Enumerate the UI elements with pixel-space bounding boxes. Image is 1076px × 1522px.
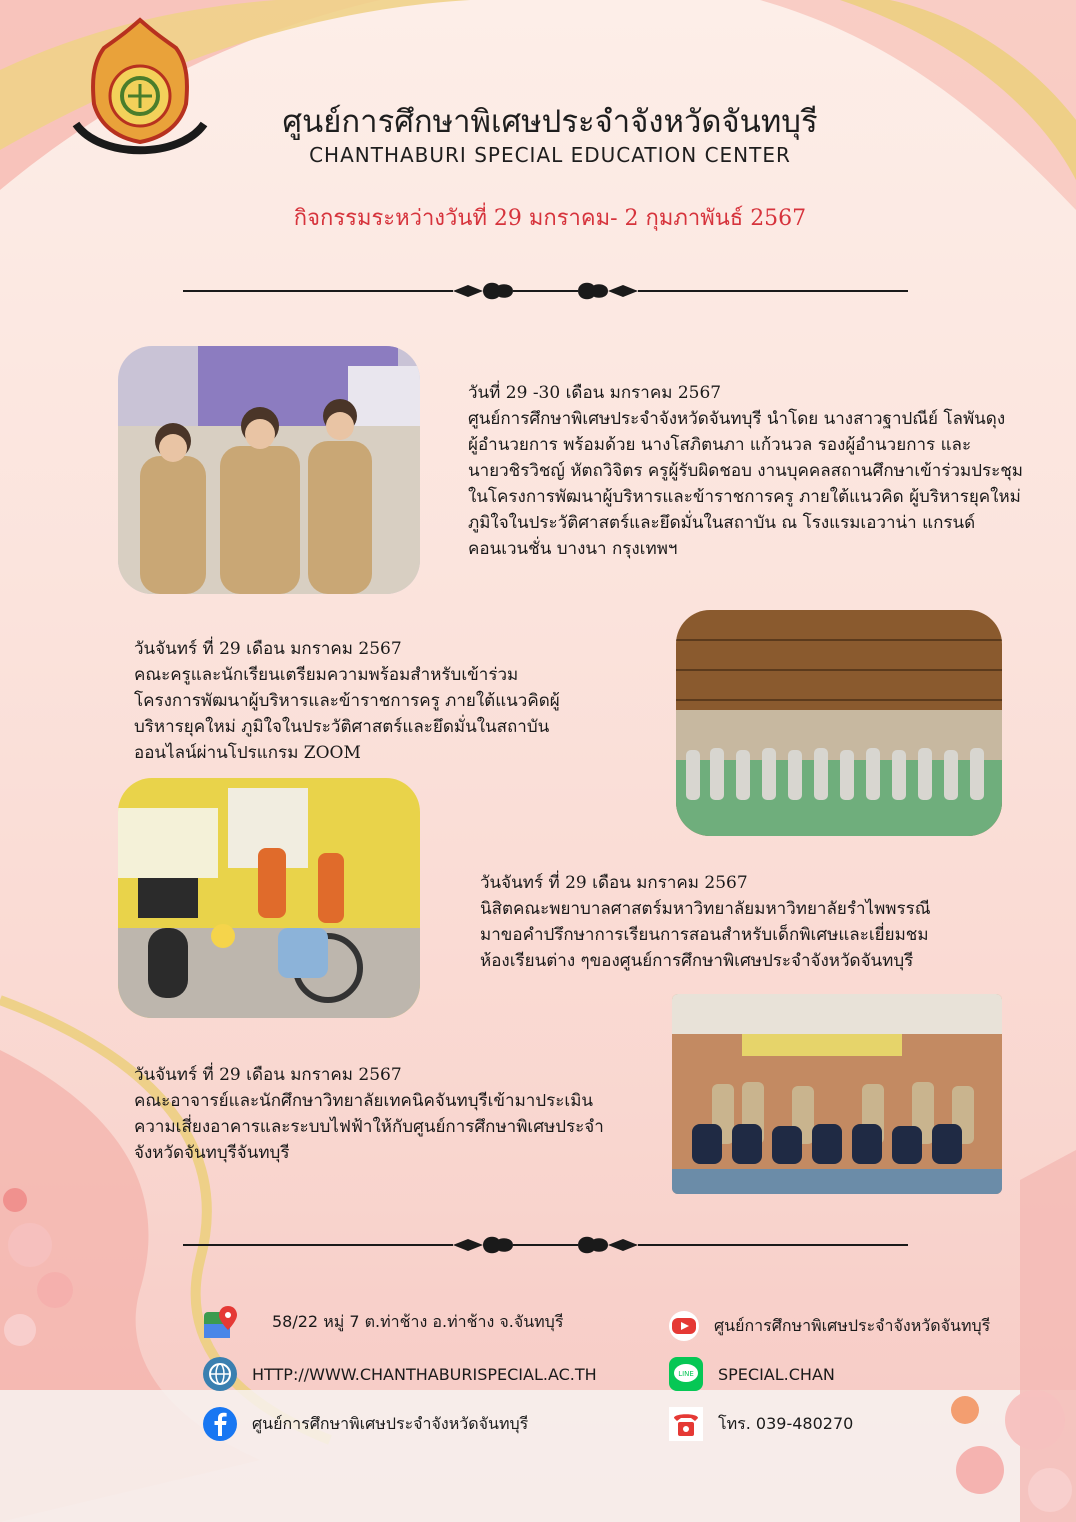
photo-classroom-visit — [118, 778, 420, 1018]
line-id[interactable]: SPECIAL.CHAN — [718, 1364, 835, 1384]
activity-2-line: คณะครูและนักเรียนเตรียมความพร้อมสำหรับเข้าร่วม — [134, 665, 519, 685]
activity-1-line: คอนเวนชั่น บางนา กรุงเทพฯ — [468, 539, 678, 559]
website-link[interactable]: HTTP://WWW.CHANTHABURISPECIAL.AC.TH — [252, 1364, 597, 1384]
telephone-icon — [668, 1406, 704, 1442]
footer-line — [668, 1356, 835, 1392]
ornament-divider-bottom — [183, 1230, 908, 1260]
footer-facebook — [202, 1406, 528, 1442]
phone-number[interactable]: โทร. 039-480270 — [718, 1413, 854, 1433]
photo-technical-college-group — [672, 994, 1002, 1194]
activity-1-line: ภูมิใจในประวัติศาสตร์และยึดมั่นในสถาบัน ณ โรงแรมเอวาน่า แกรนด์ — [468, 513, 976, 533]
activity-4-line: จังหวัดจันทบุรีจันทบุรี — [134, 1143, 290, 1163]
globe-icon — [202, 1356, 238, 1392]
youtube-channel-name[interactable]: ศูนย์การศึกษาพิเศษประจำจังหวัดจันทบุรี — [714, 1315, 991, 1335]
address-text: 58/22 หมู่ 7 ต.ท่าช้าง อ.ท่าช้าง จ.จันทบุรี — [272, 1311, 564, 1331]
activity-2-date: วันจันทร์ ที่ 29 เดือน มกราคม 2567 — [134, 639, 402, 659]
activity-4-date: วันจันทร์ ที่ 29 เดือน มกราคม 2567 — [134, 1065, 402, 1085]
line-app-icon — [668, 1356, 704, 1392]
footer-website — [202, 1356, 597, 1392]
activity-2-line: บริหารยุคใหม่ ภูมิใจในประวัติศาสตร์และยึดมั่นในสถาบัน — [134, 717, 550, 737]
activity-3-line: ห้องเรียนต่าง ๆของศูนย์การศึกษาพิเศษประจำจังหวัดจันทบุรี — [480, 951, 914, 971]
center-title-thai: ศูนย์การศึกษาพิเศษประจำจังหวัดจันทบุรี — [282, 104, 818, 140]
photo-hall-assembly — [676, 610, 1002, 836]
activity-2-text — [134, 636, 654, 766]
activity-date-range: กิจกรรมระหว่างวันที่ 29 มกราคม- 2 กุมภาพันธ์ 2567 — [293, 206, 807, 231]
activity-2-line: โครงการพัฒนาผู้บริหารและข้าราชการครู ภายใต้แนวคิดผู้ — [134, 691, 560, 711]
activity-4-text — [134, 1062, 654, 1166]
activity-3-line: นิสิตคณะพยาบาลศาสตร์มหาวิทยาลัยมหาวิทยาลัยรำไพพรรณี — [480, 899, 931, 919]
activity-3-text — [480, 870, 1020, 974]
activity-1-line: ผู้อำนวยการ พร้อมด้วย นางโสภิตนภา แก้วนวล รองผู้อำนวยการ และ — [468, 435, 972, 455]
activity-3-line: มาขอคำปรึกษาการเรียนการสอนสำหรับเด็กพิเศษและเยี่ยมชม — [480, 925, 929, 945]
activity-1-text — [468, 380, 1048, 562]
svg-text:LINE: LINE — [678, 1370, 694, 1378]
facebook-icon — [202, 1406, 238, 1442]
map-pin-icon — [202, 1304, 238, 1340]
footer-phone — [668, 1406, 853, 1442]
activity-4-line: คณะอาจารย์และนักศึกษาวิทยาลัยเทคนิคจันทบุรีเข้ามาประเมิน — [134, 1091, 594, 1111]
activity-4-line: ความเสี่ยงอาคารและระบบไฟฟ้าให้กับศูนย์การศึกษาพิเศษประจำ — [134, 1117, 604, 1137]
center-title-english: CHANTHABURI SPECIAL EDUCATION CENTER — [309, 143, 791, 167]
activity-2-line: ออนไลน์ผ่านโปรแกรม ZOOM — [134, 743, 361, 763]
activity-1-date: วันที่ 29 -30 เดือน มกราคม 2567 — [468, 383, 722, 403]
activity-1-line: ในโครงการพัฒนาผู้บริหารและข้าราชการครู ภายใต้แนวคิด ผู้บริหารยุคใหม่ — [468, 487, 1021, 507]
youtube-icon — [668, 1310, 700, 1342]
ornament-divider-top — [183, 276, 908, 306]
photo-meeting-group — [118, 346, 420, 594]
footer-youtube — [668, 1310, 990, 1342]
activity-3-date: วันจันทร์ ที่ 29 เดือน มกราคม 2567 — [480, 873, 748, 893]
activity-1-line: ศูนย์การศึกษาพิเศษประจำจังหวัดจันทบุรี นำโดย นางสาวฐาปณีย์ โลพันดุง — [468, 409, 1006, 429]
school-logo — [70, 14, 210, 164]
footer-address — [202, 1304, 563, 1340]
activity-1-line: นายวชิรวิชญ์ หัตถวิจิตร ครูผู้รับผิดชอบ งานบุคคลสถานศึกษาเข้าร่วมประชุม — [468, 461, 1024, 481]
facebook-page-name[interactable]: ศูนย์การศึกษาพิเศษประจำจังหวัดจันทบุรี — [252, 1413, 529, 1433]
